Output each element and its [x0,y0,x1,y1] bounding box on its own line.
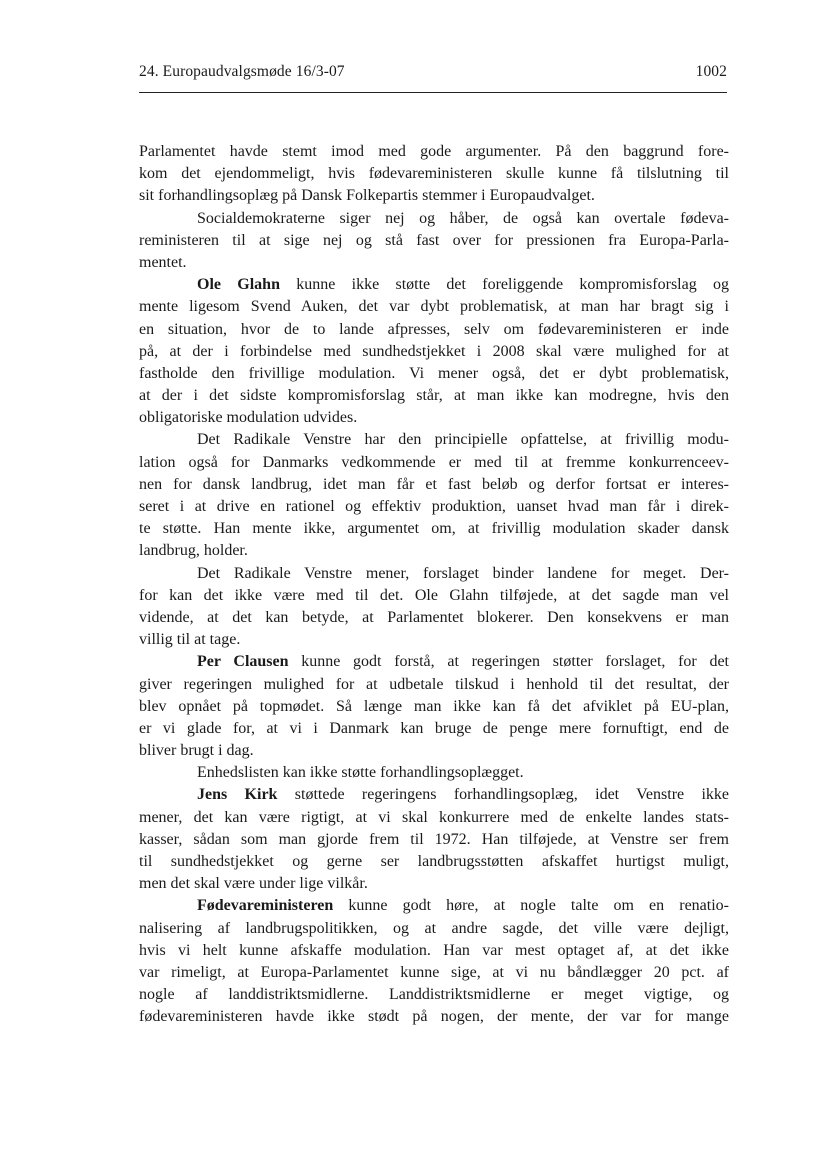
line-text: sit forhandlingsoplæg på Dansk Folkepartis stemmer i Europaudvalget. [139,187,595,205]
line-text: på, at der i forbindelse med sundhedstjekket i 2008 skal være mulighed for at [139,342,729,360]
line-text: til sundhedstjekket og gerne ser landbrugsstøtten afskaffet hurtigst muligt, [139,853,729,870]
text-line [139,696,729,718]
text-line [139,341,729,363]
line-text: landbrug, holder. [139,542,248,560]
text-line [139,585,729,607]
header-title: 24. Europaudvalgsmøde 16/3-07 [139,63,345,80]
page-header [139,63,727,85]
text-line [139,1006,729,1028]
speaker-name: Per Clausen [197,653,289,671]
line-text: kunne godt forstå, at regeringen støtter forslaget, for det [288,653,729,671]
speaker-name: Jens Kirk [197,786,278,804]
text-line [139,274,729,296]
line-text: obligatoriske modulation udvides. [139,409,358,427]
page-number: 1002 [695,63,727,80]
line-text: nalisering af landbrugspolitikken, og at andre sagde, det ville være dejligt, [139,919,729,937]
text-line [139,851,729,873]
line-text: Det Radikale Venstre har den principielle opfattelse, at frivillig modu- [197,431,729,449]
text-line [139,385,729,407]
speaker-name: Ole Glahn [197,276,280,294]
line-text: te støtte. Han mente ikke, argumentet om, at frivillig modulation skader dansk [139,520,729,538]
line-text: fastholde den frivillige modulation. Vi mener også, det er dybt problematisk, [139,364,729,382]
text-line [139,208,729,230]
text-line [139,762,729,784]
text-line [139,540,729,562]
line-text: Parlamentet havde stemt imod med gode argumenter. På den baggrund fore- [139,143,729,160]
text-line [139,474,729,496]
line-text: reministeren til at sige nej og stå fast over for pressionen fra Europa-Parla- [139,231,729,249]
text-line [139,230,729,252]
text-line [139,363,729,385]
text-line [139,940,729,962]
line-text: kunne ikke støtte det foreliggende kompromisforslag og [279,276,729,294]
body-text [139,141,729,1029]
line-text: mentet. [139,253,187,271]
text-line [139,651,729,673]
line-text: Socialdemokraterne siger nej og håber, de også kan overtale fødeva- [197,209,729,227]
text-line [139,252,729,274]
line-text: men det skal være under lige vilkår. [139,875,368,893]
line-text: vidende, at det kan betyde, at Parlamentet blokerer. Den konsekvens er man [139,608,729,626]
line-text: villig til at tage. [139,631,241,649]
line-text: støttede regeringens forhandlingsoplæg, idet Venstre ikke [277,786,729,804]
text-line [139,740,729,762]
line-text: Enhedslisten kan ikke støtte forhandlingsoplægget. [197,764,524,782]
text-line [139,873,729,895]
line-text: lation også for Danmarks vedkommende er med til at fremme konkurrenceev- [139,453,729,471]
text-line [139,918,729,940]
text-line [139,895,729,917]
text-line [139,784,729,806]
header-rule [139,92,727,93]
line-text: er vi glade for, at vi i Danmark kan bruge de penge mere fornuftigt, end de [139,719,729,737]
line-text: fødevareministeren havde ikke stødt på nogen, der mente, der var for mange [139,1008,729,1026]
line-text: en situation, hvor de to lande afpresses, selv om fødevareministeren er inde [139,320,729,338]
text-line [139,407,729,429]
text-line [139,452,729,474]
line-text: kasser, sådan som man gjorde frem til 1972. Han tilføjede, at Venstre ser frem [139,830,729,848]
line-text: giver regeringen mulighed for at udbetale tilskud i henhold til det resultat, der [139,675,729,693]
text-line [139,962,729,984]
text-line [139,518,729,540]
line-text: at der i det sidste kompromisforslag står, at man ikke kan modregne, hvis den [139,387,729,405]
text-line [139,984,729,1006]
text-line [139,718,729,740]
speaker-name: Fødevareministeren [197,897,334,915]
text-line [139,629,729,651]
text-line [139,807,729,829]
text-line [139,496,729,518]
text-line [139,563,729,585]
line-text: blev opnået på topmødet. Så længe man ikke kan få det afviklet på EU-plan, [139,697,729,715]
line-text: kunne godt høre, at nogle talte om en renatio- [333,897,729,915]
text-line [139,829,729,851]
text-line [139,185,729,207]
line-text: kom det ejendommeligt, hvis fødevareministeren skulle kunne få tilslutning til [139,165,729,183]
line-text: mener, det kan være rigtigt, at vi skal konkurrere med de enkelte landes stats- [139,808,729,826]
line-text: mente ligesom Svend Auken, det var dybt problematisk, at man har bragt sig i [139,298,729,316]
line-text: hvis vi helt kunne afskaffe modulation. Han var mest optaget af, at det ikke [139,941,729,959]
line-text: for kan det ikke være med til det. Ole Glahn tilføjede, at det sagde man vel [139,586,729,604]
text-line [139,674,729,696]
text-line [139,319,729,341]
text-line [139,141,729,163]
line-text: Det Radikale Venstre mener, forslaget binder landene for meget. Der- [197,564,729,582]
text-line [139,429,729,451]
line-text: seret i at drive en rationel og effektiv produktion, uanset hvad man får i direk- [139,498,729,515]
text-line [139,296,729,318]
line-text: nen for dansk landbrug, idet man får et fast beløb og derfor fortsat er interes- [139,475,729,493]
line-text: bliver brugt i dag. [139,742,254,760]
line-text: nogle af landdistriktsmidlerne. Landdistriktsmidlerne er meget vigtige, og [139,986,729,1004]
text-line [139,607,729,629]
line-text: var rimeligt, at Europa-Parlamentet kunne sige, at vi nu båndlægger 20 pct. af [139,963,729,981]
text-line [139,163,729,185]
